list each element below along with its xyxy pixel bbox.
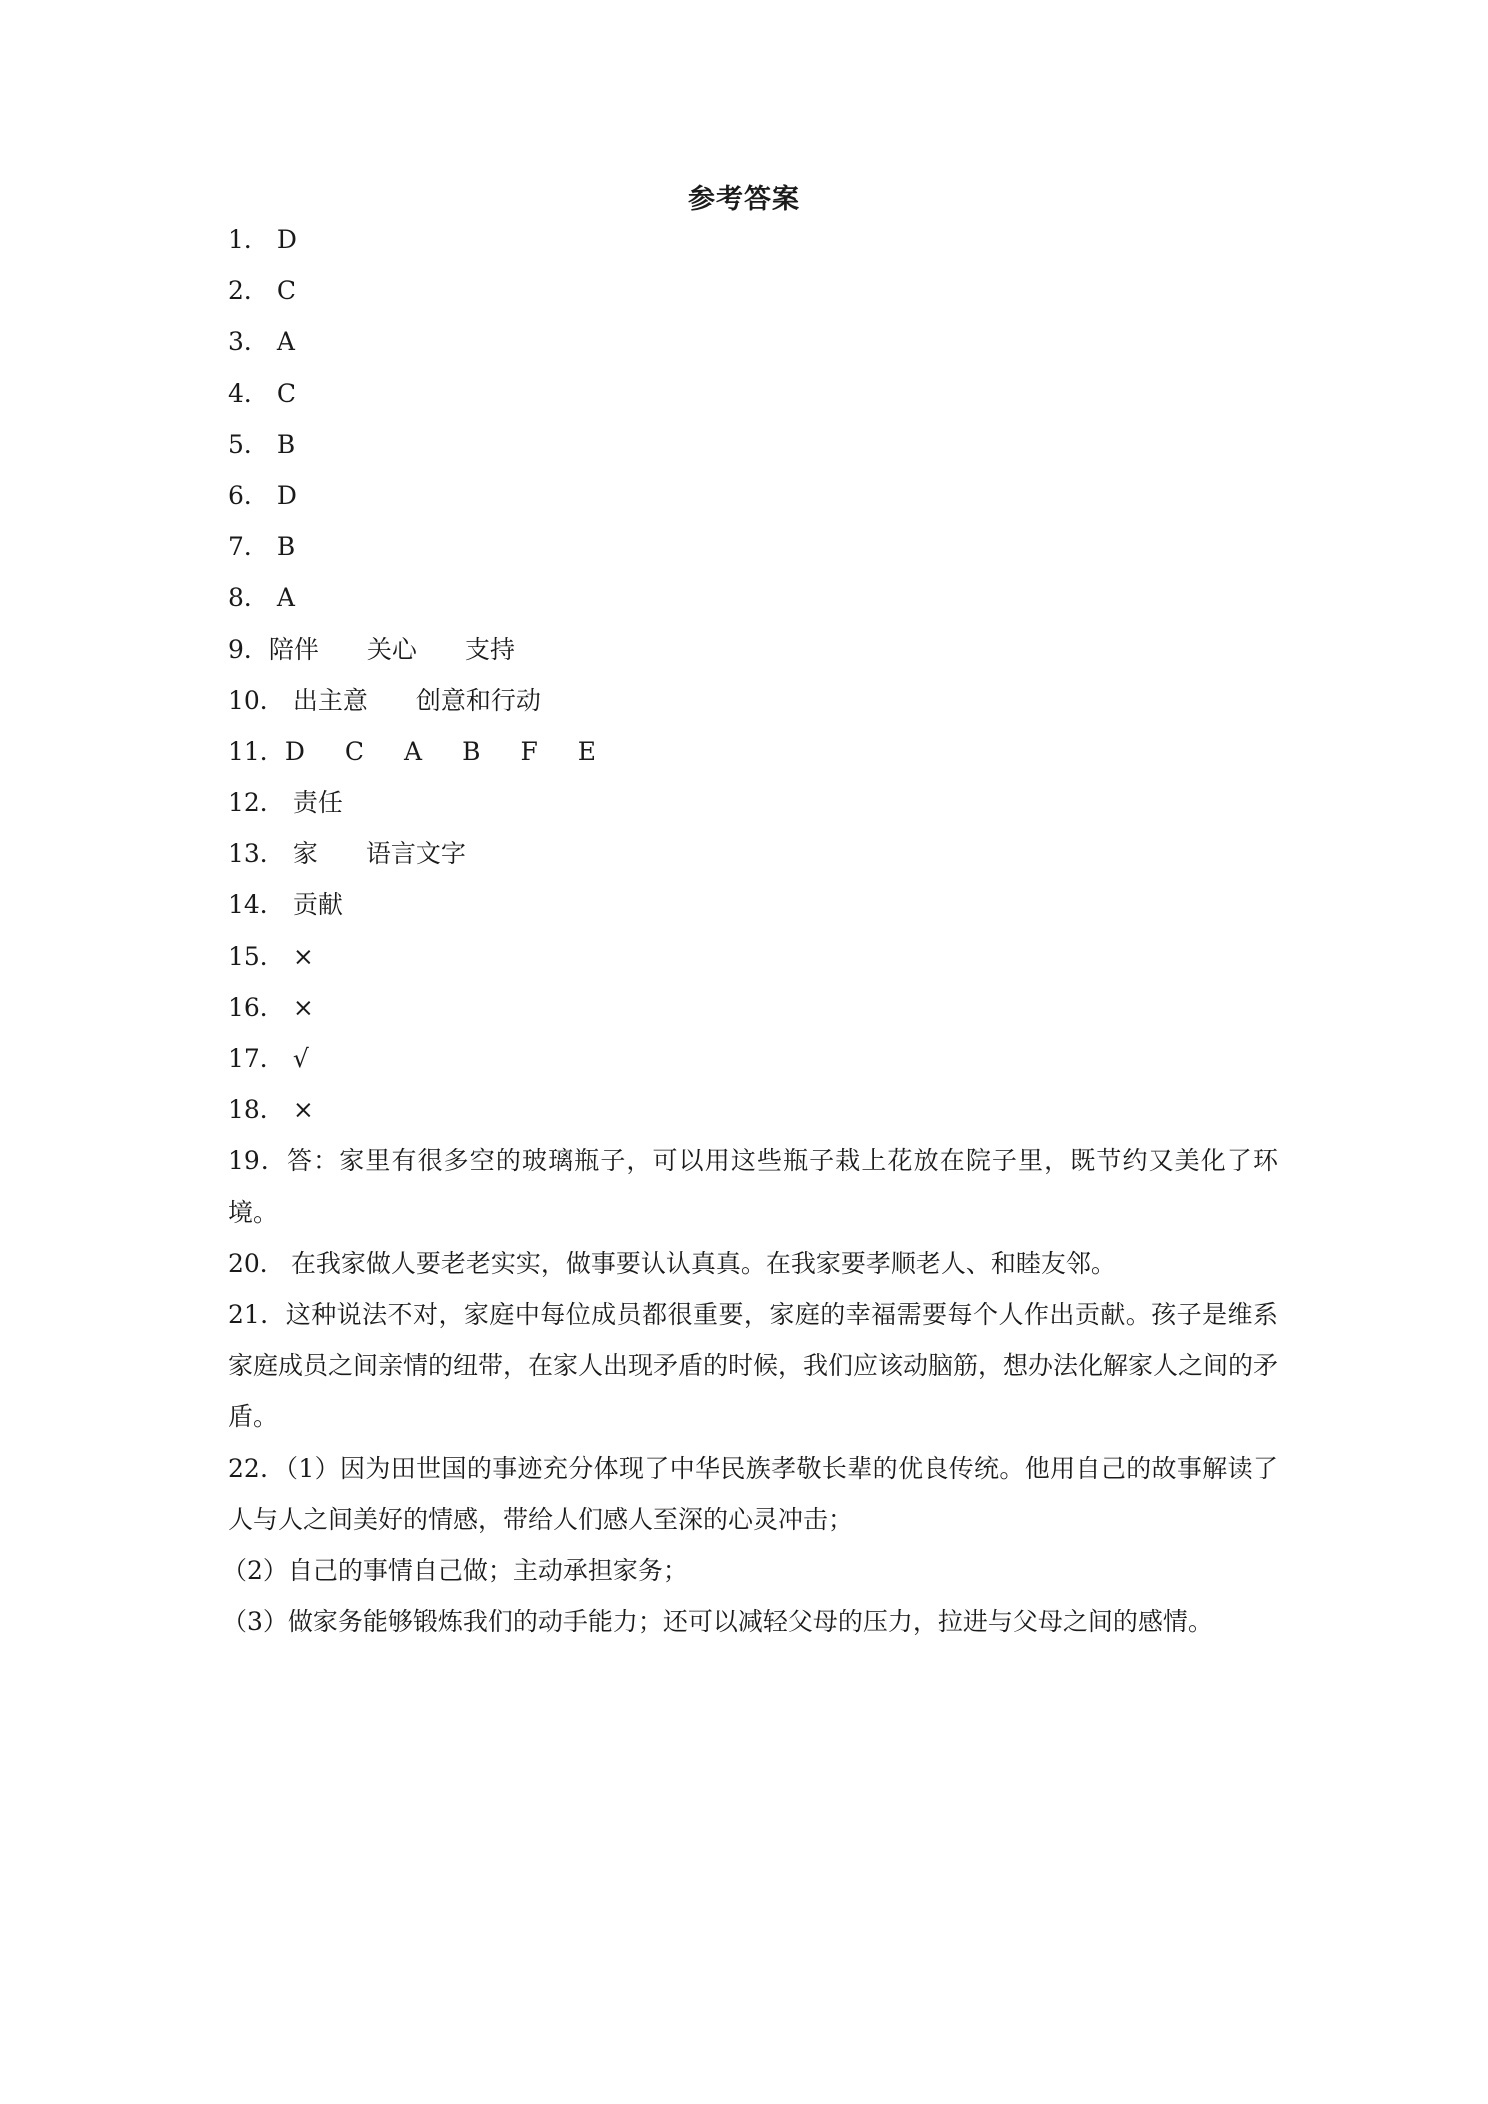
answer-number: 4． [228,378,269,408]
answer-part: B [462,736,481,766]
answer-10 [228,675,1278,726]
answer-value: D [276,225,297,254]
answer-part: 关心 [366,634,417,664]
answer-part: E [577,736,597,766]
answer-value: C [276,276,297,306]
answer-part: D [284,736,305,766]
answer-number: 11． [228,736,285,766]
answer-21 [228,1289,1278,1443]
answer-number: 5． [228,429,269,459]
answer-2 [228,265,1278,316]
answer-11 [228,726,1278,777]
answer-3 [228,316,1278,367]
answer-part: 创意和行动 [415,685,541,715]
answer-number: 6． [228,480,269,510]
answer-number: 15． [228,941,285,971]
answer-9 [228,624,1278,675]
answer-5 [228,419,1278,470]
answer-number: 20． [228,1248,285,1278]
page-title: 参考答案 [688,184,800,215]
answer-number: 3． [228,327,269,357]
answer-value: D [276,480,297,510]
answer-18 [228,1084,1278,1135]
answer-part: A [404,736,423,766]
answer-22-part-2: （2）自己的事情自己做；主动承担家务； [222,1556,688,1585]
answer-number: 13． [228,839,285,869]
answer-value: A [276,327,295,357]
answer-value: × [292,941,314,971]
answer-20 [228,1238,1278,1289]
answer-number: 16． [228,992,285,1022]
answer-part: F [520,736,538,766]
answer-17 [228,1033,1278,1084]
answer-value: 责任 [292,788,343,818]
answer-number: 9． [228,634,269,664]
answer-value: A [276,583,295,613]
answer-15 [228,931,1278,982]
answer-16 [228,982,1278,1033]
answer-number: 22． [228,1453,286,1483]
answer-number: 12． [228,788,285,818]
answer-6 [228,470,1278,521]
answer-part: 语言文字 [365,839,466,869]
answer-number: 14． [228,890,285,920]
answer-22-part-3: （3）做家务能够锻炼我们的动手能力；还可以减轻父母的压力，拉进与父母之间的感情。 [222,1607,1213,1637]
answer-value: × [292,1095,314,1125]
answer-number: 1． [228,225,269,254]
answer-number: 21． [228,1299,286,1329]
answer-number: 19． [228,1146,288,1176]
answer-value: C [276,378,297,408]
answer-13 [228,828,1278,879]
answer-value: 贡献 [292,890,343,920]
answer-list [222,214,1279,1647]
answer-text: （1）因为田世国的事迹充分体现了中华民族孝敬长辈的优良传统。他用自己的故事解读了人与人之间美好的情感，带给人们感人至深的心灵冲击； [228,1453,1279,1534]
answer-part: 支持 [464,634,515,664]
answer-part: 陪伴 [268,634,319,664]
answer-part: 家 [292,839,318,869]
answer-1 [228,214,1278,265]
answer-4 [228,368,1278,419]
answer-14 [228,879,1278,930]
answer-value: B [276,429,296,459]
answer-text: 答：家里有很多空的玻璃瓶子，可以用这些瓶子栽上花放在院子里，既节约又美化了环境。 [228,1146,1278,1227]
answer-value: × [292,992,314,1022]
answer-22 [228,1443,1278,1545]
answer-part: C [344,736,364,766]
answer-number: 17． [228,1044,285,1073]
answer-7 [228,521,1278,572]
answer-8 [228,572,1278,623]
answer-part: 出主意 [292,685,368,715]
answer-text: 在我家做人要老老实实，做事要认认真真。在我家要孝顺老人、和睦友邻。 [290,1248,1116,1278]
answer-19 [228,1135,1278,1237]
answer-number: 8． [228,583,269,613]
answer-text: 这种说法不对，家庭中每位成员都很重要，家庭的幸福需要每个人作出贡献。孩子是维系家庭成员之间亲情的纽带，在家人出现矛盾的时候，我们应该动脑筋，想办法化解家人之间的矛盾。 [228,1299,1279,1432]
answer-value: B [276,532,296,562]
answer-number: 10． [228,685,285,715]
answer-12 [228,777,1278,828]
answer-value: √ [292,1044,309,1073]
answer-number: 7． [228,532,269,562]
answer-number: 2． [228,276,269,306]
answer-number: 18． [228,1095,285,1125]
